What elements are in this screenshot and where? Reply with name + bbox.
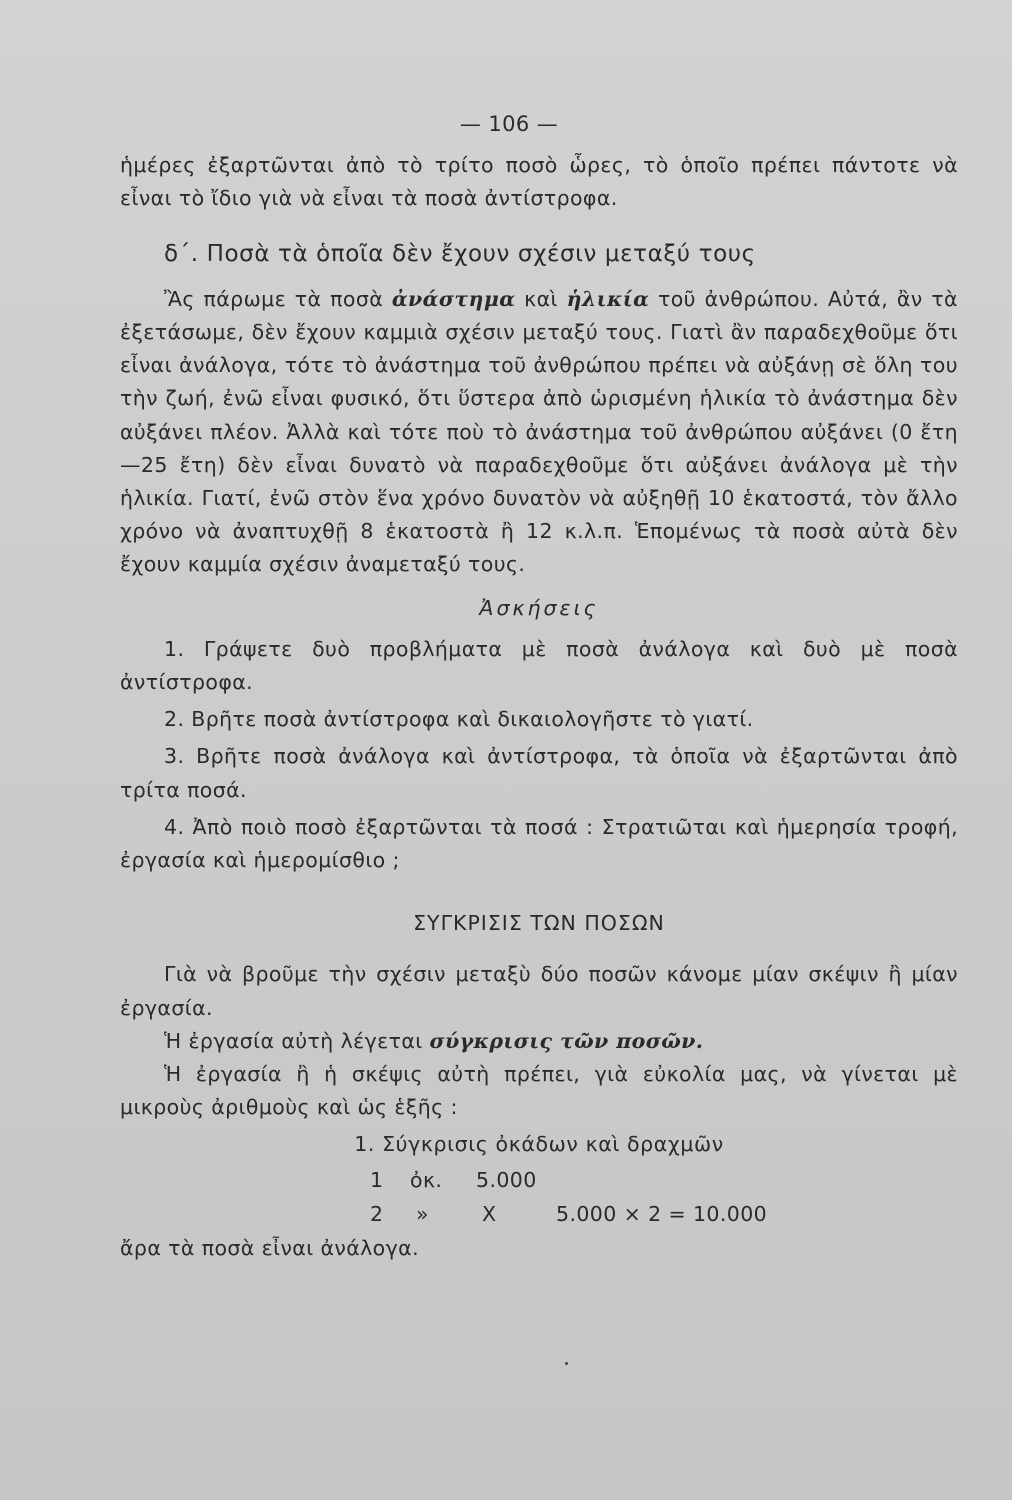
calc-price-1: 5.000 bbox=[476, 1167, 537, 1192]
calc-qty-1: 1 bbox=[370, 1167, 384, 1192]
paragraph-comparison-intro: Γιὰ νὰ βροῦμε τὴν σχέσιν μεταξὺ δύο ποσῶν κάνομε μίαν σκέψιν ἢ μίαν ἐργασία. bbox=[120, 962, 958, 1020]
calc-qty-2: 2 bbox=[370, 1201, 384, 1226]
calc-unit-1: ὀκ. bbox=[410, 1167, 443, 1192]
section-title: ΣΥΓΚΡΙΣΙΣ ΤΩΝ ΠΟΣΩΝ bbox=[413, 911, 665, 936]
paragraph-definition bbox=[120, 1025, 958, 1058]
paragraph-height-age bbox=[120, 283, 958, 582]
text-run: Ἡ ἐργασία αὐτὴ λέγεται bbox=[164, 1028, 430, 1053]
emphasis-height: ἀνάστημα bbox=[391, 286, 516, 311]
exercises-heading: Ἀσκήσεις bbox=[479, 595, 599, 620]
text-run: καὶ bbox=[515, 286, 567, 311]
paragraph-method: Ἡ ἐργασία ἢ ἡ σκέψις αὐτὴ πρέπει, γιὰ εὐκολία μας, νὰ γίνεται μὲ μικροὺς ἀριθμοὺς καὶ ὡς ἑξῆς : bbox=[120, 1062, 958, 1120]
exercise-item: 2. Βρῆτε ποσὰ ἀντίστροφα καὶ δικαιολογῆστε τὸ γιατί. bbox=[164, 707, 754, 732]
ink-speck bbox=[565, 1362, 568, 1365]
page-number: — 106 — bbox=[459, 112, 559, 136]
intro-paragraph: ἡμέρες ἐξαρτῶνται ἀπὸ τὸ τρίτο ποσὸ ὧρες, τὸ ὁποῖο πρέπει πάντοτε νὰ εἶναι τὸ ἴδιο γιὰ νὰ εἶναι τὰ ποσὰ ἀντίστροφα. bbox=[120, 153, 958, 211]
exercise-item: 3. Βρῆτε ποσὰ ἀνάλογα καὶ ἀντίστροφα, τὰ ὁποῖα νὰ ἐξαρτῶνται ἀπὸ τρίτα ποσά. bbox=[120, 744, 958, 802]
calc-formula: 5.000 ⨯ 2 = 10.000 bbox=[556, 1201, 768, 1226]
page-text bbox=[120, 108, 958, 1265]
calc-ditto: » bbox=[416, 1201, 429, 1226]
calculation-table bbox=[120, 1162, 958, 1232]
emphasis-age: ἡλικία bbox=[566, 286, 650, 311]
exercise-item: 1. Γράψετε δυὸ προβλήματα μὲ ποσὰ ἀνάλογα καὶ δυὸ μὲ ποσὰ ἀντίστροφα. bbox=[120, 636, 958, 695]
exercise-item: 4. Ἀπὸ ποιὸ ποσὸ ἐξαρτῶνται τὰ ποσά : Στρατιῶται καὶ ἡμερησία τροφή, ἐργασία καὶ ἡμερομίσθιο ; bbox=[120, 814, 958, 873]
conclusion: ἄρα τὰ ποσὰ εἶναι ἀνάλογα. bbox=[120, 1235, 419, 1260]
subsection-heading: δ΄. Ποσὰ τὰ ὁποῖα δὲν ἔχουν σχέσιν μεταξύ τους bbox=[164, 240, 756, 267]
emphasis-term: σύγκρισις τῶν ποσῶν. bbox=[429, 1028, 704, 1053]
calc-unknown: X bbox=[482, 1201, 497, 1226]
text-run: τοῦ ἀνθρώπου. Αὐτά, ἂν τὰ ἐξετάσωμε, δὲν ἔχουν καμμιὰ σχέσιν μεταξύ τους. Γιατὶ ἂν παραδεχθοῦμε ὅτι εἶναι ἀνάλογα, τότε τὸ ἀνάστημα τοῦ ἀνθρώπου πρέπει νὰ αὐξάνῃ σὲ ὅλη του τὴν ζωή, ἐνῶ εἶναι φυσικό, ὅτι ὕστερα ἀπὸ ὡρισμένη ἡλικία τὸ ἀνάστημα δὲν αὐξάνει πλέον. Ἀλλὰ καὶ τότε ποὺ τὸ ἀνάστημα τοῦ ἀνθρώπου αὐξάνει (0 ἔτη—25 ἔτη) δὲν εἶναι δυνατὸ νὰ παραδεχθοῦμε ὅτι αὐξάνει ἀνάλογα μὲ τὴν ἡλικία. Γιατί, ἐνῶ στὸν ἕνα χρόνο δυνατὸν νὰ αὐξηθῇ 10 ἑκατοστά, τὸν ἄλλο χρόνο νὰ ἀναπτυχθῇ 8 ἑκατοστὰ ἢ 12 κ.λ.π. Ἑπομένως τὰ ποσὰ αὐτὰ δὲν ἔχουν καμμία σχέσιν ἀναμεταξύ τους. bbox=[120, 286, 958, 577]
text-run: Ἂς πάρωμε τὰ ποσὰ bbox=[164, 286, 392, 311]
comparison-title: 1. Σύγκρισις ὀκάδων καὶ δραχμῶν bbox=[354, 1132, 724, 1157]
